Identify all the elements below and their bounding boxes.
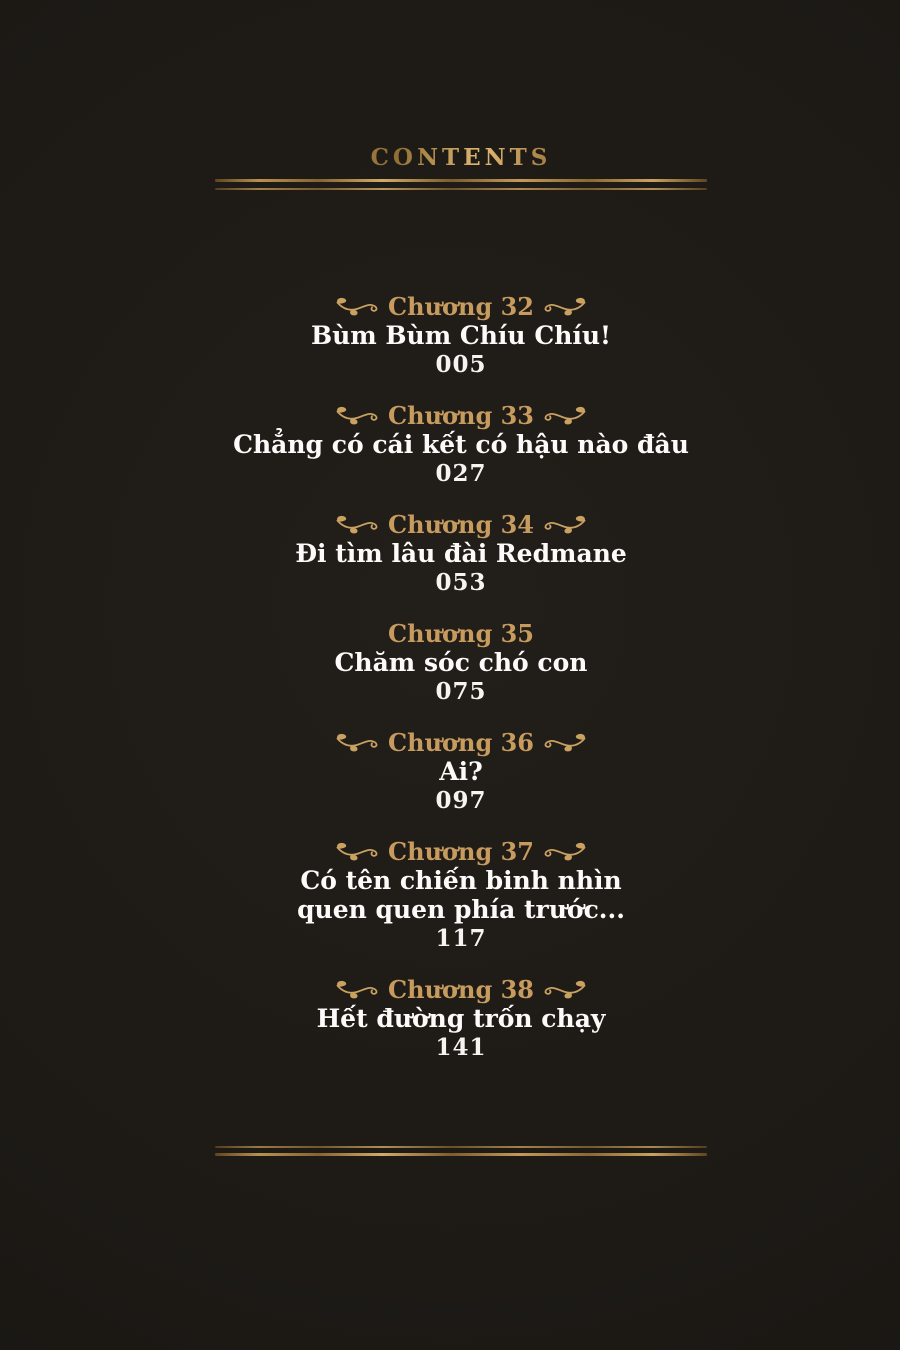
chapter-title-line: quen quen phía trước...	[297, 895, 625, 924]
divider-line	[215, 1153, 707, 1156]
chapter-title-line: Chăm sóc chó con	[334, 648, 588, 677]
chapter-heading	[215, 975, 707, 1004]
chapter-entry	[215, 837, 707, 953]
divider-line	[215, 1146, 707, 1148]
chapter-entry	[215, 619, 707, 706]
chapter-entry	[215, 401, 707, 488]
chapter-number-label: Chương 34	[388, 510, 534, 539]
vine-flourish-right-icon	[541, 297, 587, 316]
chapter-number-label: Chương 38	[388, 975, 534, 1004]
chapter-page-number: 005	[435, 351, 487, 378]
chapter-heading	[215, 619, 707, 648]
chapter-page-number: 141	[435, 1034, 487, 1061]
chapter-number-label: Chương 32	[388, 292, 534, 321]
chapter-page-number: 075	[435, 678, 487, 705]
vine-flourish-right-icon	[541, 733, 587, 752]
page-title: CONTENTS	[215, 146, 707, 170]
chapter-heading	[215, 401, 707, 430]
chapter-number-label: Chương 37	[388, 837, 534, 866]
vine-flourish-left-icon	[335, 406, 381, 425]
chapter-title-line: Ai?	[439, 757, 483, 786]
vine-flourish-right-icon	[541, 515, 587, 534]
chapter-title	[215, 866, 707, 924]
chapter-number-label: Chương 36	[388, 728, 534, 757]
vine-flourish-right-icon	[541, 842, 587, 861]
chapter-list	[215, 292, 707, 1062]
divider-line	[215, 188, 707, 190]
vine-flourish-right-icon	[541, 406, 587, 425]
chapter-number-label: Chương 35	[388, 619, 534, 648]
chapter-title	[215, 1004, 707, 1033]
chapter-page-number: 117	[435, 925, 487, 952]
bottom-divider	[215, 1146, 707, 1156]
chapter-entry	[215, 292, 707, 379]
chapter-title-line: Bùm Bùm Chíu Chíu!	[310, 321, 612, 350]
chapter-title	[215, 430, 707, 459]
chapter-heading	[215, 292, 707, 321]
chapter-title	[215, 648, 707, 677]
chapter-heading	[215, 837, 707, 866]
vine-flourish-left-icon	[335, 515, 381, 534]
chapter-number-label: Chương 33	[388, 401, 534, 430]
chapter-page-number: 053	[435, 569, 487, 596]
chapter-page-number: 097	[435, 787, 487, 814]
top-divider	[215, 179, 707, 190]
chapter-title	[215, 539, 707, 568]
chapter-entry	[215, 510, 707, 597]
chapter-page-number: 027	[435, 460, 487, 487]
chapter-title-line: Chẳng có cái kết có hậu nào đâu	[233, 430, 689, 459]
chapter-title	[215, 321, 707, 350]
chapter-title	[215, 757, 707, 786]
vine-flourish-left-icon	[335, 733, 381, 752]
chapter-entry	[215, 975, 707, 1062]
contents-page	[215, 0, 707, 1156]
vine-flourish-left-icon	[335, 842, 381, 861]
vine-flourish-right-icon	[541, 980, 587, 999]
chapter-title-line: Đi tìm lâu đài Redmane	[295, 539, 627, 568]
vine-flourish-left-icon	[335, 980, 381, 999]
chapter-heading	[215, 728, 707, 757]
chapter-title-line: Có tên chiến binh nhìn	[300, 866, 622, 895]
vine-flourish-left-icon	[335, 297, 381, 316]
chapter-title-line: Hết đường trốn chạy	[316, 1004, 606, 1033]
chapter-entry	[215, 728, 707, 815]
chapter-heading	[215, 510, 707, 539]
